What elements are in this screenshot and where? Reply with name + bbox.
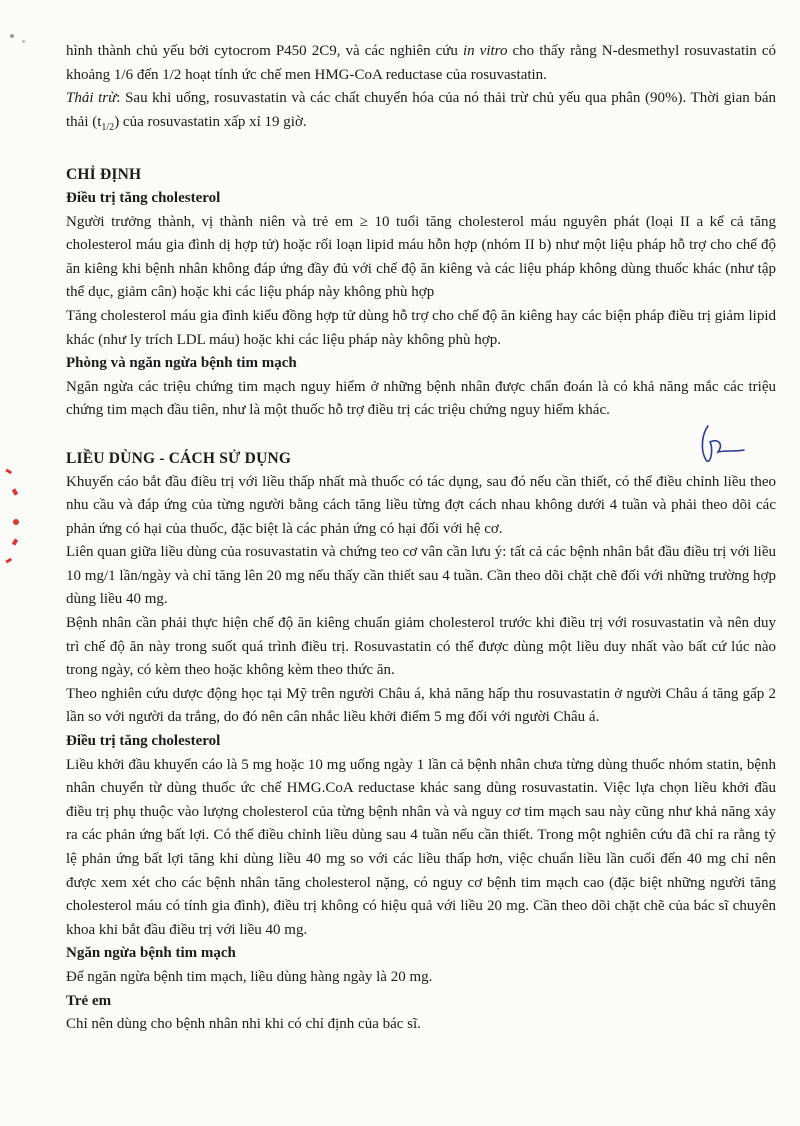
stamp-edge-icon xyxy=(0,440,42,590)
paragraph-dosage-diet: Bệnh nhân cần phải thực hiện chế độ ăn kiêng chuẩn giảm cholesterol trước khi điều trị với rosuvastatin và nên duy trì chế độ ăn này trong suốt quá trình điều trị. Rosuvastatin có thể được dùng một liều duy nhất vào bất cứ lúc nào trong ngày, có kèm theo hoặc không kèm theo thức ăn. xyxy=(66,615,776,679)
paragraph-cardiovascular-prevention: Ngăn ngừa các triệu chứng tim mạch nguy hiểm ở những bệnh nhân được chẩn đoán là có khả năng mắc các triệu chứng tim mạch đầu tiên, như là một thuốc hỗ trợ điều trị các triệu chứng nguy hiểm khác. xyxy=(66,378,776,419)
paragraph-elimination: Thải trừ: Sau khi uống, rosuvastatin và các chất chuyển hóa của nó thải trừ chủ yếu qua phân (90%). Thời gian bán thải $(t_{1/2})$ của rosuvastatin xấp xỉ 19 giờ. xyxy=(66,90,776,133)
paragraph-dosage-children: Chỉ nên dùng cho bệnh nhân nhi khi có chỉ định của bác sĩ. xyxy=(66,1016,421,1033)
subheading-dosage-cholesterol: Điều trị tăng cholesterol xyxy=(66,733,221,750)
paragraph-indication-familial: Tăng cholesterol máu gia đình kiểu đồng hợp tử dùng hỗ trợ cho chế độ ăn kiêng hay các biện pháp điều trị giảm lipid khác (như ly trích LDL máu) hoặc khi các liệu pháp này không phù hợp. xyxy=(66,307,776,348)
paragraph-dosage-cholesterol: Liều khởi đầu khuyến cáo là 5 mg hoặc 10 mg uống ngày 1 lần cả bệnh nhân chưa từng dùng thuốc nhóm statin, bệnh nhân chuyển từ dùng thuốc ức chế HMG.CoA reductase khác sang dùng rosuvastatin. Việc lựa chọn liều khởi đầu điều trị phụ thuộc vào lượng cholesterol của từng bệnh nhân và và nguy cơ tim mạch sau này cũng như khả năng xảy ra các phản ứng bất lợi. Có thể điều chỉnh liều dùng sau 4 tuần nếu cần thiết. Trong một nghiên cứu đã chỉ ra rằng tỷ lệ phản ứng bất lợi tăng khi dùng liều 40 mg so với các liều thấp hơn, việc chuẩn liều lần cuối đến 40 mg chỉ nên được xem xét cho các bệnh nhân tăng cholesterol nặng, có nguy cơ bệnh tim mạch cao (đặc biệt những người tăng cholesterol máu có tính gia đình), điều trị không có hiệu quả với liều 20 mg. Cần theo dõi chặt chẽ của bác sĩ chuyên khoa khi bắt đầu điều trị với liều 40 mg. xyxy=(66,756,776,938)
paragraph-dosage-asian: Theo nghiên cứu dược động học tại Mỹ trên người Châu á, khả năng hấp thu rosuvastatin ở người Châu á tăng gấp 2 lần so với người da trắng, do đó nên cân nhắc liều khởi điểm 5 mg đối với người Châu á. xyxy=(66,685,776,726)
section-title-dosage: LIỀU DÙNG - CÁCH SỬ DỤNG xyxy=(66,449,292,467)
paragraph-metabolism: hình thành chủ yếu bởi cytocrom P450 2C9, và các nghiên cứu in vitro cho thấy rằng N-desmethyl rosuvastatin có khoảng 1/6 đến 1/2 hoạt tính ức chế men HMG-CoA reductase của rosuvastatin. xyxy=(66,43,776,83)
section-title-indications: CHỈ ĐỊNH xyxy=(66,166,142,184)
subheading-cholesterol-treatment: Điều trị tăng cholesterol xyxy=(66,189,221,206)
document-page xyxy=(66,40,776,1037)
scan-speck xyxy=(10,34,14,38)
paragraph-indication-primary: Người trưởng thành, vị thành niên và trẻ em ≥ 10 tuổi tăng cholesterol máu nguyên phát (loại II a kể cả tăng cholesterol máu gia đình dị hợp tử) hoặc rối loạn lipid máu hỗn hợp (nhóm II b) như một liệu pháp hỗ trợ cho chế độ ăn kiêng khi bệnh nhân không đáp ứng đầy đủ với chế độ ăn kiêng và các liệu pháp không dùng thuốc khác (như tập thể dục, giảm cân) hoặc khi các liệu pháp này không phù hợp xyxy=(66,213,776,301)
paragraph-dosage-myopathy: Liên quan giữa liều dùng của rosuvastatin và chứng teo cơ vân cần lưu ý: tất cả các bệnh nhân bắt đầu điều trị với liều 10 mg/1 lần/ngày và chỉ tăng lên 20 mg nếu thấy cần thiết sau 4 tuần. Cần theo dõi chặt chẽ đối với những trường hợp dùng liều 40 mg. xyxy=(66,544,776,608)
subheading-dosage-cardiovascular: Ngăn ngừa bệnh tim mạch xyxy=(66,945,236,962)
scan-speck xyxy=(22,40,25,43)
paragraph-dosage-cardiovascular: Để ngăn ngừa bệnh tim mạch, liều dùng hàng ngày là 20 mg. xyxy=(66,968,433,985)
subheading-dosage-children: Trẻ em xyxy=(66,992,112,1009)
paragraph-dosage-start: Khuyến cáo bắt đầu điều trị với liều thấp nhất mà thuốc có tác dụng, sau đó nếu cần thiết, có thể điều chỉnh liều theo nhu cầu và đáp ứng của từng người bằng cách tăng liều từng đợt cách nhau không dưới 4 tuần và phải theo dõi các phản ứng có hại của thuốc, đặc biệt là các phản ứng có hại đối với hệ cơ. xyxy=(66,473,776,537)
subheading-cardiovascular-prevention: Phòng và ngăn ngừa bệnh tim mạch xyxy=(66,355,297,372)
